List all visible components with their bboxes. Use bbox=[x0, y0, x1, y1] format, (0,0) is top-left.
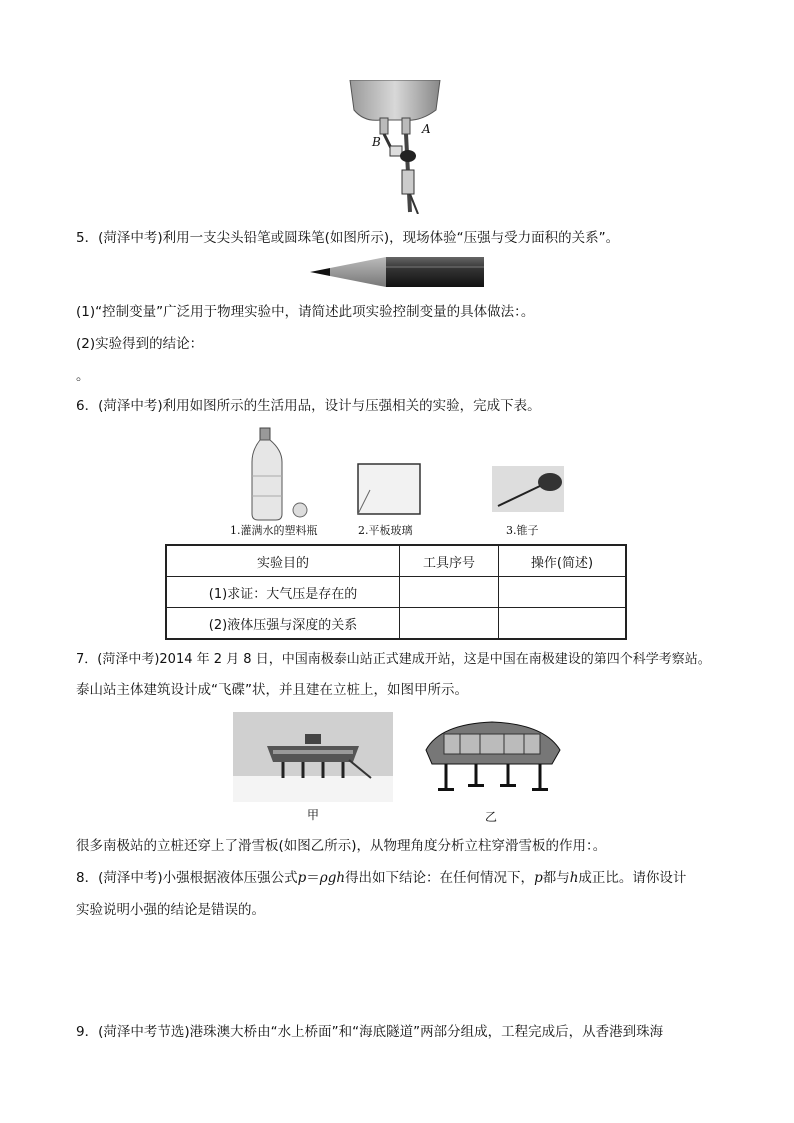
iv-bag-illustration bbox=[340, 80, 452, 214]
row2-purpose: (2)液体压强与深度的关系 bbox=[166, 608, 400, 640]
header-operation: 操作(简述) bbox=[499, 545, 627, 577]
station-diagram-yi bbox=[420, 714, 564, 804]
station-jia-illustration bbox=[233, 712, 393, 802]
table-header-row bbox=[166, 545, 626, 577]
caption-yi: 乙 bbox=[485, 810, 498, 824]
q8-mid2: 都与 bbox=[542, 870, 570, 886]
formula-rho: ρ bbox=[319, 870, 328, 886]
row1-tool bbox=[400, 577, 499, 608]
caption-awl: 3.锥子 bbox=[506, 524, 539, 537]
var-p: p bbox=[534, 870, 543, 886]
q8-line1 bbox=[76, 868, 686, 888]
q7-line1: 7．(菏泽中考)2014 年 2 月 8 日，中国南极泰山站正式建成开站，这是中国在南极建设的第四个科学考察站。 bbox=[76, 652, 711, 667]
caption-bottle: 1.灌满水的塑料瓶 bbox=[230, 524, 318, 537]
q9-text: 9．(菏泽中考节选)港珠澳大桥由“水上桥面”和“海底隧道”两部分组成，工程完成后，从香港到珠海 bbox=[76, 1024, 664, 1040]
row2-tool bbox=[400, 608, 499, 640]
iv-bag-figure bbox=[340, 80, 452, 214]
q5-sub2: (2)实验得到的结论： bbox=[76, 336, 204, 352]
formula-eq: ＝ bbox=[306, 870, 320, 886]
table-row bbox=[166, 608, 626, 640]
q8-line2: 实验说明小强的结论是错误的。 bbox=[76, 902, 265, 918]
q6-items-illustration bbox=[230, 426, 564, 522]
formula-p: p bbox=[297, 870, 307, 886]
table-row bbox=[166, 577, 626, 608]
q5-sub1: (1)“控制变量”广泛用于物理实验中，请简述此项实验控制变量的具体做法：。 bbox=[76, 304, 535, 320]
q6-figure bbox=[230, 426, 564, 540]
q6-text: 6．(菏泽中考)利用如图所示的生活用品，设计与压强相关的实验，完成下表。 bbox=[76, 398, 541, 414]
header-purpose: 实验目的 bbox=[166, 545, 400, 577]
q7-line3: 很多南极站的立桩还穿上了滑雪板(如图乙所示)，从物理角度分析立柱穿滑雪板的作用：。 bbox=[76, 838, 607, 854]
caption-jia: 甲 bbox=[307, 808, 320, 822]
station-photo-jia bbox=[233, 712, 393, 802]
caption-glass: 2.平板玻璃 bbox=[358, 524, 413, 537]
q5-end: 。 bbox=[76, 368, 90, 384]
row2-operation bbox=[499, 608, 627, 640]
row1-purpose: (1)求证：大气压是存在的 bbox=[166, 577, 400, 608]
q8-post: 成正比。请你设计 bbox=[578, 870, 687, 886]
station-yi-illustration bbox=[420, 714, 564, 804]
label-a: A bbox=[422, 122, 431, 136]
pencil-figure bbox=[310, 255, 484, 291]
experiment-table bbox=[165, 544, 627, 640]
q5-text: 5．(菏泽中考)利用一支尖头铅笔或圆珠笔(如图所示)，现场体验“压强与受力面积的关系”。 bbox=[76, 230, 620, 246]
q8-pre: 8．(菏泽中考)小强根据液体压强公式 bbox=[76, 870, 298, 886]
pencil-illustration bbox=[310, 255, 484, 291]
label-b: B bbox=[372, 135, 381, 149]
q7-line2: 泰山站主体建筑设计成“飞碟”状，并且建在立桩上，如图甲所示。 bbox=[76, 682, 468, 698]
row1-operation bbox=[499, 577, 627, 608]
header-tool: 工具序号 bbox=[400, 545, 499, 577]
formula-gh: gh bbox=[327, 870, 346, 886]
q8-mid: 得出如下结论：在任何情况下， bbox=[345, 870, 535, 886]
var-h: h bbox=[569, 870, 579, 886]
